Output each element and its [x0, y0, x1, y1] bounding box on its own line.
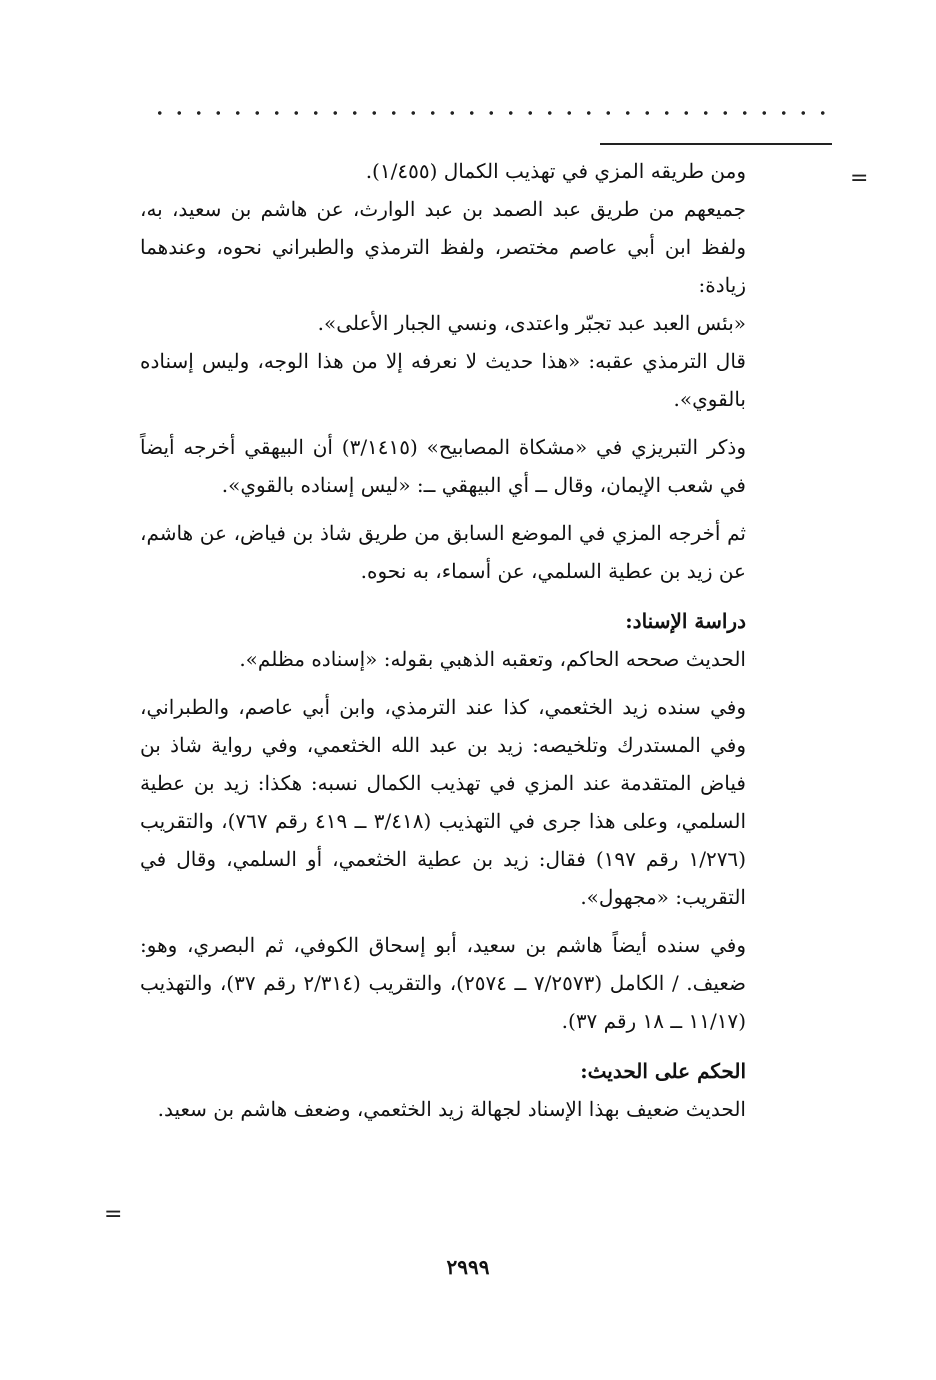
footnote-text [140, 152, 746, 1128]
paragraph: وذكر التبريزي في «مشكاة المصابيح» (٣/١٤١٥) أن البيهقي أخرجه أيضاً في شعب الإيمان، وقال ــ أي البيهقي ــ: «ليس إسناده بالقوي». [140, 435, 746, 497]
paragraph: قال الترمذي عقبه: «هذا حديث لا نعرفه إلا من هذا الوجه، وليس إسناده بالقوي». [140, 349, 746, 411]
paragraph: جميعهم من طريق عبد الصمد بن عبد الوارث، عن هاشم بن سعيد، به، ولفظ ابن أبي عاصم مختصر، ولفظ الترمذي والطبراني نحوه، وعندهما زيادة: [140, 197, 746, 297]
section-heading: دراسة الإسناد: [625, 609, 746, 633]
paragraph: وفي سنده زيد الخثعمي، كذا عند الترمذي، وابن أبي عاصم، والطبراني، وفي المستدرك وتلخيصه: زيد بن عبد الله الخثعمي، وفي رواية شاذ بن فياض المتقدمة عند المزي في تهذيب الكمال نسبه: هكذا: زيد بن عطية السلمي، وعلى هذا جرى في التهذيب (٣/٤١٨ ــ ٤١٩ رقم ٧٦٧)، والتقريب (١/٢٧٦ رقم ١٩٧) فقال: زيد بن عطية الخثعمي، أو السلمي، وقال في التقريب: «مجهول». [140, 695, 747, 909]
section-heading: الحكم على الحديث: [580, 1059, 746, 1083]
paragraph: ثم أخرجه المزي في الموضع السابق من طريق شاذ بن فياض، عن هاشم، عن زيد بن عطية السلمي، عن أسماء، به نحوه. [140, 521, 746, 583]
paragraph: «بئس العبد عبد تجبّر واعتدى، ونسي الجبار الأعلى». [317, 311, 746, 335]
paragraph: الحديث ضعيف بهذا الإسناد لجهالة زيد الخثعمي، وضعف هاشم بن سعيد. [157, 1097, 746, 1121]
paragraph: ومن طريقه المزي في تهذيب الكمال (١/٤٥٥). [365, 159, 746, 183]
footnote-rule [600, 143, 832, 145]
continuation-mark-top: = [850, 166, 869, 191]
page-number: ٢٩٩٩ [446, 1255, 490, 1279]
paragraph: وفي سنده أيضاً هاشم بن سعيد، أبو إسحاق الكوفي، ثم البصري، وهو: ضعيف. / الكامل (٧/٢٥٧٣ ــ ٢٥٧٤)، والتقريب (٢/٣١٤ رقم ٣٧)، والتهذيب (١١/١٧ ــ ١٨ رقم ٣٧). [140, 933, 747, 1033]
paragraph: الحديث صححه الحاكم، وتعقبه الذهبي بقوله: «إسناده مظلم». [239, 647, 746, 671]
continuation-mark-bottom: = [104, 1202, 123, 1227]
dotted-separator [150, 108, 830, 118]
